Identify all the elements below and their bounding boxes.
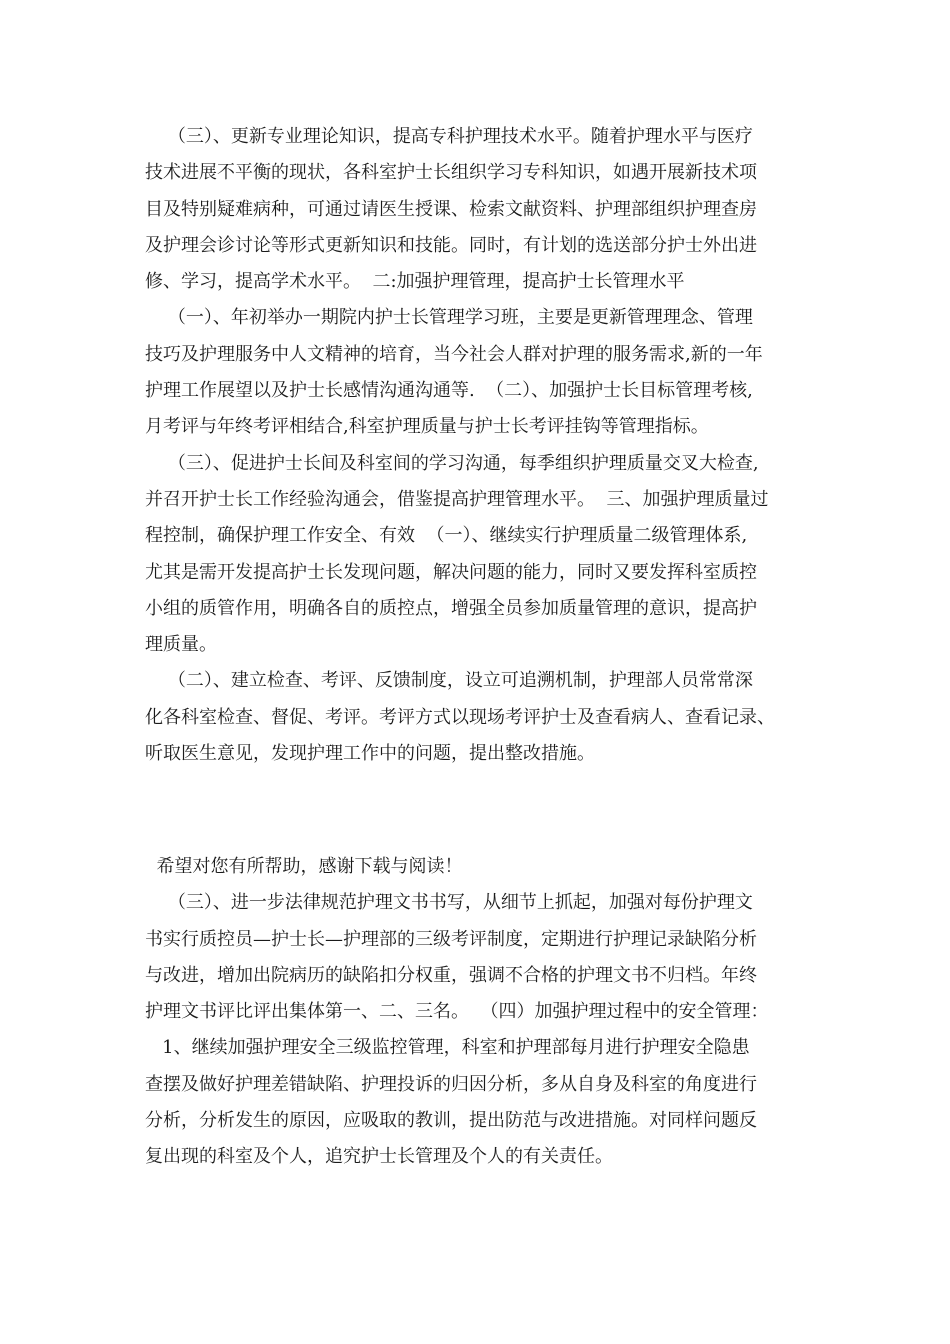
text-line: 月考评与年终考评相结合,科室护理质量与护士长考评挂钩等管理指标。 [145, 416, 709, 438]
text-line: 技术进展不平衡的现状，各科室护士长组织学习专科知识，如遇开展新技术项 [145, 162, 757, 184]
text-line: 分析，分析发生的原因，应吸取的教训，提出防范与改进措施。对同样问题反 [145, 1110, 757, 1132]
text-line: 并召开护士长工作经验沟通会，借鉴提高护理管理水平。 三、加强护理质量过 [145, 488, 769, 510]
text-line: 及护理会诊讨论等形式更新知识和技能。同时，有计划的选送部分护士外出进 [145, 234, 757, 256]
text-line: 尤其是需开发提高护士长发现问题，解决问题的能力，同时又要发挥科室质控 [145, 561, 757, 583]
text-line: （三）、促进护士长间及科室间的学习沟通，每季组织护理质量交叉大检查, [145, 452, 759, 474]
text-line: 1、继续加强护理安全三级监控管理，科室和护理部每月进行护理安全隐患 [145, 1037, 750, 1059]
text-line: 程控制，确保护理工作安全、有效 （一）、继续实行护理质量二级管理体系, [145, 525, 748, 547]
text-line: 目及特别疑难病种，可通过请医生授课、检索文献资料、护理部组织护理查房 [145, 198, 757, 220]
text-line: （三）、进一步法律规范护理文书书写，从细节上抓起，加强对每份护理文 [145, 892, 753, 914]
text-line: 与改进，增加出院病历的缺陷扣分权重，强调不合格的护理文书不归档。年终 [145, 964, 757, 986]
text-line: 护理文书评比评出集体第一、二、三名。 （四）加强护理过程中的安全管理： [145, 1001, 769, 1023]
text-line: 小组的质管作用，明确各自的质控点，增强全员参加质量管理的意识，提高护 [145, 597, 757, 619]
text-line: 护理工作展望以及护士长感情沟通沟通等. （二）、加强护士长目标管理考核, [145, 380, 753, 402]
text-line: （一）、年初举办一期院内护士长管理学习班，主要是更新管理理念、管理 [145, 307, 753, 329]
text-line: （二）、建立检查、考评、反馈制度，设立可追溯机制，护理部人员常常深 [145, 670, 753, 692]
text-line: （三）、更新专业理论知识，提高专科护理技术水平。随着护理水平与医疗 [145, 126, 753, 147]
text-line: 查摆及做好护理差错缺陷、护理投诉的归因分析，多从自身及科室的角度进行 [145, 1073, 757, 1095]
text-line: 化各科室检查、督促、考评。考评方式以现场考评护士及查看病人、查看记录、 [145, 706, 775, 728]
text-line: 技巧及护理服务中人文精神的培育，当今社会人群对护理的服务需求,新的一年 [145, 343, 763, 365]
text-block-main [145, 119, 825, 772]
text-block-secondary [145, 849, 825, 1176]
text-line: 复出现的科室及个人，追究护士长管理及个人的有关责任。 [145, 1146, 613, 1168]
text-line: 书实行质控员—护士长—护理部的三级考评制度，定期进行护理记录缺陷分析 [145, 928, 757, 950]
text-line: 理质量。 [145, 634, 217, 656]
text-line: 修、学习，提高学术水平。 二:加强护理管理，提高护士长管理水平 [145, 271, 685, 293]
text-line: 听取医生意见，发现护理工作中的问题，提出整改措施。 [145, 743, 595, 765]
closing-note: 希望对您有所帮助，感谢下载与阅读！ [145, 856, 463, 877]
